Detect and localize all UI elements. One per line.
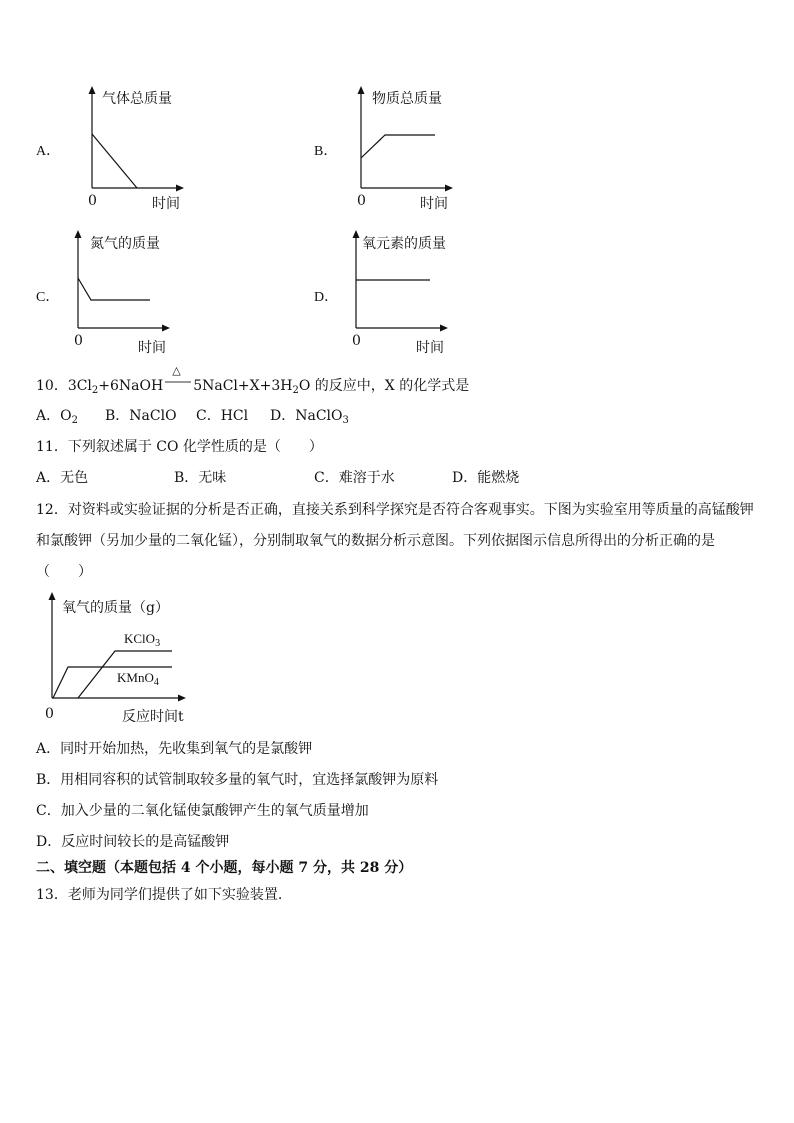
q12-option-b: B．用相同容积的试管制取较多量的氧气时，宜选择氯酸钾为原料 (36, 772, 439, 788)
q12-stem-line-2: 和氯酸钾（另加少量的二氧化锰），分别制取氧气的数据分析示意图。下列依据图示信息所得出的分析正确的是 (36, 533, 715, 549)
option-letter-b: B． (314, 144, 338, 159)
graph-a-curve (92, 134, 137, 188)
option-letter-c: C． (36, 290, 60, 305)
graph-d-xlabel: 时间 (416, 340, 444, 356)
graph-a-xlabel: 时间 (152, 196, 180, 212)
graph-b-plot (349, 86, 459, 196)
q12-option-c: C．加入少量的二氧化锰使氯酸钾产生的氧气质量增加 (36, 803, 369, 819)
option-letter-a: A． (36, 144, 61, 159)
graph-d-origin: 0 (352, 333, 361, 349)
graph-c-curve (78, 278, 150, 300)
section-heading: 二、填空题（本题包括 4 个小题，每小题 7 分，共 28 分） (36, 860, 413, 876)
q10-stem-prefix: 10．3Cl (36, 378, 92, 394)
reaction-condition (165, 364, 191, 390)
q11-option-c: C．难溶于水 (314, 470, 395, 486)
q12-chart-plot (40, 592, 200, 704)
q12-curve-kclo3 (78, 651, 172, 698)
q13-stem: 13．老师为同学们提供了如下实验装置. (36, 887, 283, 903)
graph-b-curve (361, 135, 435, 158)
q12-chart-xlabel: 反应时间t (122, 709, 184, 725)
q10-option-a: A．$O_2$ (36, 408, 78, 426)
q10-stem-suffix: O 的反应中，X 的化学式是 (298, 378, 470, 394)
q11-stem: 11．下列叙述属于 CO 化学性质的是（ ） (36, 439, 323, 455)
graph-a-ylabel: 气体总质量 (102, 91, 172, 107)
q10-stem-sub1: 2 (91, 385, 99, 396)
q11-option-a: A．无色 (36, 470, 89, 486)
heat-symbol: △ (172, 364, 181, 377)
q12-stem-line-3: （ ） (36, 564, 92, 580)
graph-a-plot (80, 86, 190, 196)
graph-c-xlabel: 时间 (138, 340, 166, 356)
graph-b-xlabel: 时间 (420, 196, 448, 212)
q12-chart-origin: 0 (45, 706, 54, 722)
q12-option-d: D．反应时间较长的是高锰酸钾 (36, 834, 230, 850)
q10-stem (36, 364, 470, 396)
graph-d-ylabel: 氧元素的质量 (362, 236, 446, 252)
q11-option-b: B．无味 (174, 470, 227, 486)
graph-c-plot (66, 230, 176, 334)
q12-stem-line-1: 12．对资料或实验证据的分析是否正确，直接关系到科学探究是否符合客观事实。下图为实验室用等质量的高锰酸钾 (36, 502, 754, 518)
option-letter-d: D． (314, 290, 339, 305)
graph-c-ylabel: 氮气的质量 (90, 236, 160, 252)
q12-chart-ylabel: 氧气的质量（g） (62, 600, 169, 616)
q12-series-label-kmno4: KMnO$_4$ (117, 670, 159, 688)
q10-option-d: D．NaClO$_3$ (270, 408, 349, 426)
q10-stem-sub2: 2 (292, 385, 299, 396)
graph-b-ylabel: 物质总质量 (372, 91, 442, 107)
graph-a-origin: 0 (88, 193, 97, 209)
q12-series-label-kclo3: KClO$_3$ (124, 631, 161, 649)
q11-option-d: D．能燃烧 (452, 470, 520, 486)
q10-option-b: B．NaClO (105, 408, 177, 424)
q12-curve-kmno4 (53, 667, 172, 698)
q10-stem-mid1: +6NaOH (98, 378, 164, 394)
q10-option-c: C．HCl (196, 408, 249, 424)
graph-d-plot (344, 230, 454, 334)
q12-option-a: A．同时开始加热，先收集到氧气的是氯酸钾 (36, 741, 313, 757)
q10-stem-mid2: 5NaCl+X+3H (193, 378, 293, 394)
graph-c-origin: 0 (74, 333, 83, 349)
graph-b-origin: 0 (357, 193, 366, 209)
